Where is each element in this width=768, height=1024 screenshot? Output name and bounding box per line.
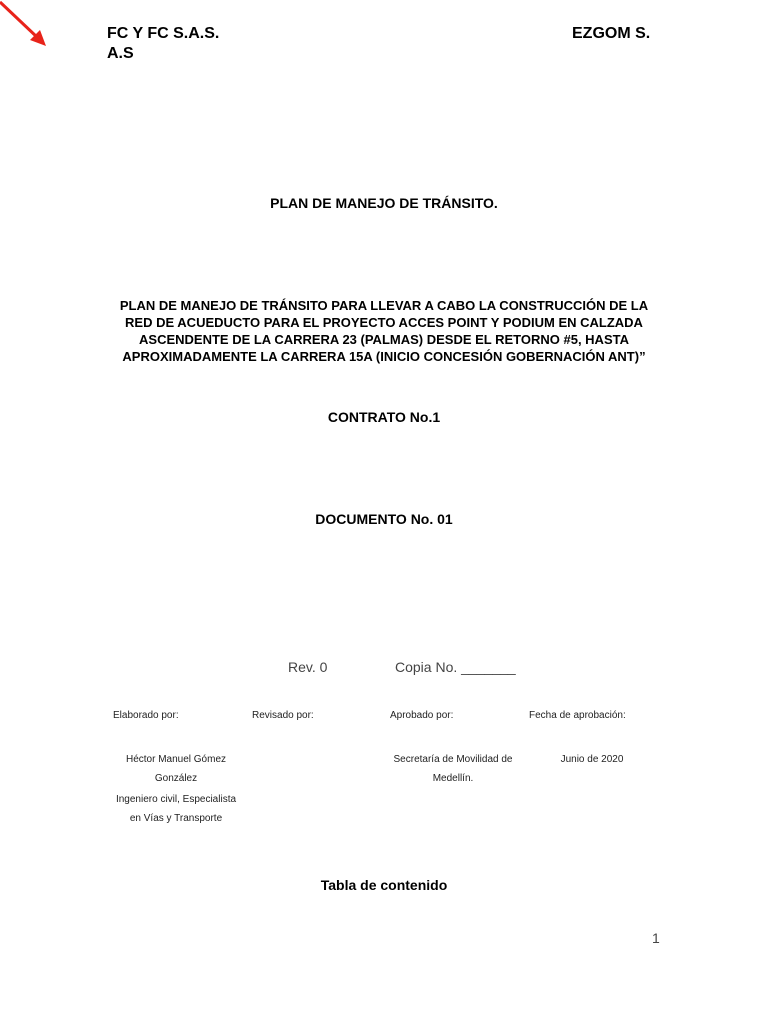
document-description: PLAN DE MANEJO DE TRÁNSITO PARA LLEVAR A CABO LA CONSTRUCCIÓN DE LA RED DE ACUEDUCTO PARA EL PROYECTO ACCES POINT Y PODIUM EN CALZADA ASCENDENTE DE LA CARRERA 23 (PALMAS) DESDE EL RETORNO #5, HASTA APROXIMADAMENTE LA CARRERA 15A (INICIO CONCESIÓN GOBERNACIÓN ANT)” xyxy=(119,298,649,364)
revision-number: Rev. 0 xyxy=(288,659,328,675)
page-number: 1 xyxy=(652,930,660,946)
company-left: FC Y FC S.A.S. A.S xyxy=(107,25,220,62)
fecha-label: Fecha de aprobación: xyxy=(529,710,626,721)
revisado-label: Revisado por: xyxy=(252,710,314,721)
toc-title: Tabla de contenido xyxy=(320,877,448,893)
aprobado-name: Secretaría de Movilidad de Medellín. xyxy=(393,754,513,784)
red-arrow-icon xyxy=(0,0,50,50)
document-number: DOCUMENTO No. 01 xyxy=(315,511,453,527)
elaborado-name: Héctor Manuel Gómez González xyxy=(125,754,227,784)
company-right: EZGOM S. xyxy=(572,25,651,42)
elaborado-label: Elaborado por: xyxy=(113,710,179,721)
approval-date: Junio de 2020 xyxy=(560,754,624,765)
document-title: PLAN DE MANEJO DE TRÁNSITO. xyxy=(270,195,498,211)
copy-number: Copia No. _______ xyxy=(395,659,516,675)
elaborado-role: Ingeniero civil, Especialista en Vías y Transporte xyxy=(115,794,237,824)
aprobado-label: Aprobado por: xyxy=(390,710,454,721)
contract-number: CONTRATO No.1 xyxy=(327,409,441,425)
